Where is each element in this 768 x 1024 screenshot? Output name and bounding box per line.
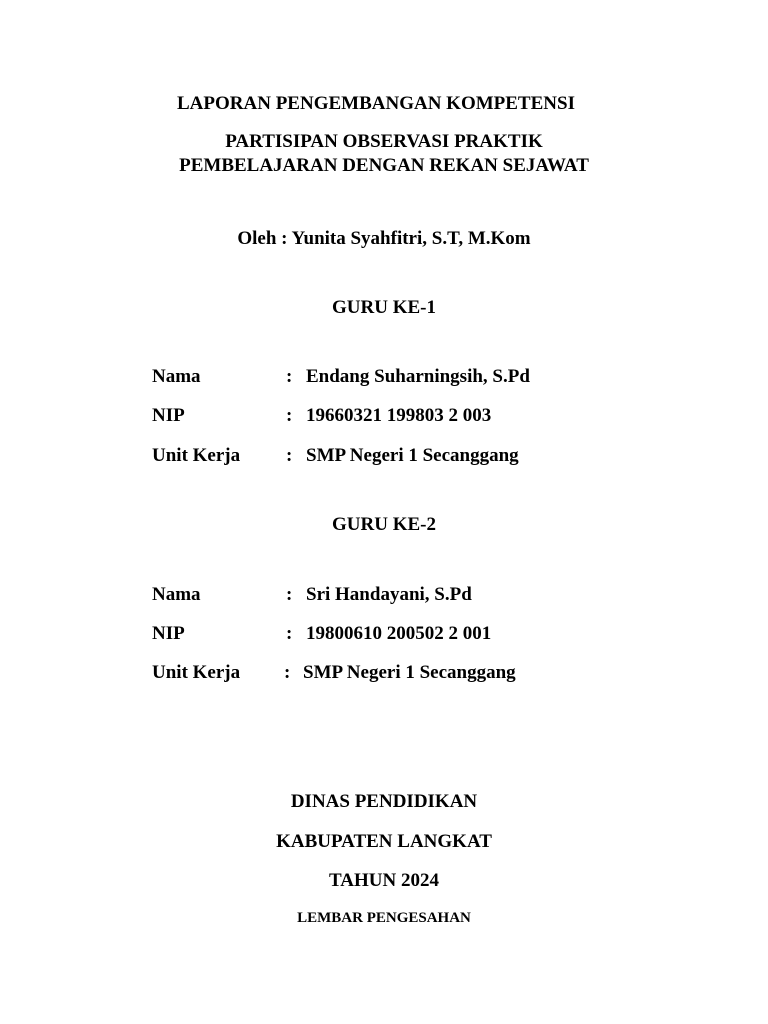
- guru-2-nama-colon: :: [286, 584, 293, 605]
- guru-1-unit-value: SMP Negeri 1 Secanggang: [306, 445, 519, 466]
- guru-2-nama-value: Sri Handayani, S.Pd: [306, 584, 472, 605]
- guru-1-nama-value: Endang Suharningsih, S.Pd: [306, 366, 530, 387]
- guru-2-unit-value: SMP Negeri 1 Secanggang: [303, 662, 516, 683]
- guru-1-nip-label: NIP: [152, 405, 185, 426]
- title-line-3: PEMBELAJARAN DENGAN REKAN SEJAWAT: [179, 155, 589, 176]
- title-line-1: LAPORAN PENGEMBANGAN KOMPETENSI: [177, 93, 575, 114]
- title-line-2: PARTISIPAN OBSERVASI PRAKTIK: [225, 131, 543, 152]
- guru-2-heading: GURU KE-2: [332, 514, 436, 535]
- guru-2-nama-label: Nama: [152, 584, 201, 605]
- guru-2-nip-label: NIP: [152, 623, 185, 644]
- guru-1-nama-colon: :: [286, 366, 293, 387]
- guru-1-unit-colon: :: [286, 445, 293, 466]
- guru-1-heading: GURU KE-1: [332, 297, 436, 318]
- guru-2-unit-colon: :: [284, 662, 291, 683]
- footer-line-1: DINAS PENDIDIKAN: [290, 791, 478, 812]
- footer-line-3: TAHUN 2024: [329, 870, 439, 891]
- guru-1-nip-value: 19660321 199803 2 003: [306, 405, 492, 426]
- guru-1-nama-label: Nama: [152, 366, 201, 387]
- guru-2-nip-colon: :: [286, 623, 293, 644]
- guru-2-unit-label: Unit Kerja: [152, 662, 241, 683]
- footer-line-4: LEMBAR PENGESAHAN: [297, 910, 471, 926]
- guru-1-unit-label: Unit Kerja: [152, 445, 241, 466]
- guru-2-nip-value: 19800610 200502 2 001: [306, 623, 492, 644]
- footer-line-2: KABUPATEN LANGKAT: [276, 831, 492, 852]
- guru-1-nip-colon: :: [286, 405, 293, 426]
- author-line: Oleh : Yunita Syahfitri, S.T, M.Kom: [237, 228, 531, 249]
